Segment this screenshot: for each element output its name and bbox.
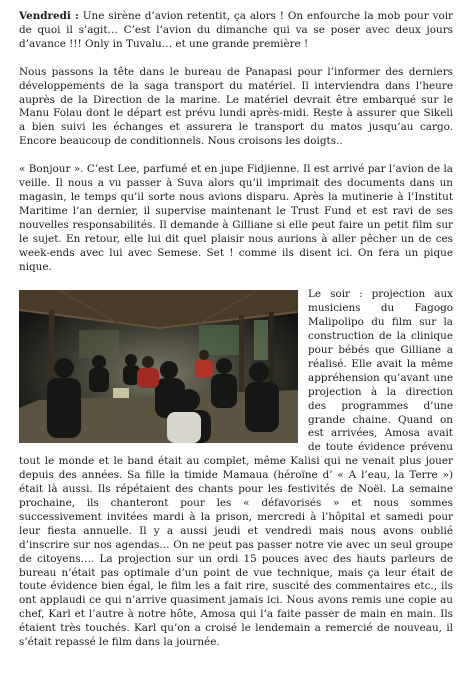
paragraph-evening-screening: Le soir : projection aux musiciens du Fagogo Malipolipo du film sur la construction de la clinique pour bébés que Gilliane a réalisé. Elle avait la même appréhension qu’avant une projection à la direction des programmes d’une grande chaine. Quand on est arrivées, Amosa avait de toute évidence prévenu tout le monde et le band était au complet, même Kalisi qui ne venait plus jouer depuis des années. Sa fille la timide Mamaua (héroïne d’ « A l’eau, la Terre ») était là aussi. Ils répétaient des chants pour les festivités de Noël. La semaine prochaine, ils chanteront pour les « défavorisés » et nous sommes successivement invitées mardi à la prison, mercredi à l’hôpital et samedi pour leur fiesta annuelle. Il y a aussi jeudi et vendredi mais nous avons oublié d’inscrire sur nos agendas… On ne peut pas passer notre vie avec un seul groupe de citoyens…. La projection sur un ordi 15 pouces avec des hauts parleurs de bureau n’était pas optimale d’un point de vue technique, mais ça leur était de toute évidence bien égal, le film les a fait rire, suscité des commentaires etc., ils ont applaudi ce qui n’arrive quasiment jamais ici. Nous avons remis une copie au chef, Karl et l’autre à notre hôte, Amosa qui l’a faite passer de main en main. Ils étaient très touchés. Karl qu’on a croisé le lendemain a remercié de nouveau, il s’était repassé le film dans la journée. — [19, 288, 453, 649]
photo-illustration — [19, 290, 298, 443]
paragraph-panapasi: Nous passons la tête dans le bureau de Panapasi pour l’informer des derniers développements de la saga transport du matériel. Il interviendra dans l’heure auprès de la Direction de la marine. Le matériel devrait être embarqué sur le Manu Folau dont le départ est prévu lundi après-midi. Reste à assurer que Sikeli a bien suivi les échanges et assurera le transport du matos jusqu’au cargo. Encore beaucoup de conditionnels. Nous croisons les doigts.. — [19, 65, 453, 148]
document-page — [19, 10, 453, 650]
day-heading: Vendredi : — [19, 10, 79, 22]
paragraph-friday — [19, 10, 453, 52]
photo-screening-in-hut — [19, 290, 298, 443]
paragraph-friday-text: Une sirène d’avion retentit, ça alors ! On enfourche la mob pour voir de quoi il s’agit… C’est l’avion du dimanche qui va se poser avec deux jours d’avance !!! Only in Tuvalu… et une grande première ! — [19, 10, 453, 50]
paragraph-lee: « Bonjour ». C’est Lee, parfumé et en jupe Fidjienne. Il est arrivé par l’avion de la veille. Il nous a vu passer à Suva alors qu’il imprimait des documents dans un magasin, le temps qu’il sorte nous avions disparu. Après la mutinerie à l’Institut Maritime l’an dernier, il supervise maintenant le Trust Fund et est ravi de ses nouvelles responsabilités. Il demande à Gilliane si elle peut faire un petit film sur le sujet. En retour, elle lui dit quel plaisir nous aurions à aller pêcher un de ces week-ends avec lui avec Semese. Set ! comme ils disent ici. On fera un pique nique. — [19, 163, 453, 273]
